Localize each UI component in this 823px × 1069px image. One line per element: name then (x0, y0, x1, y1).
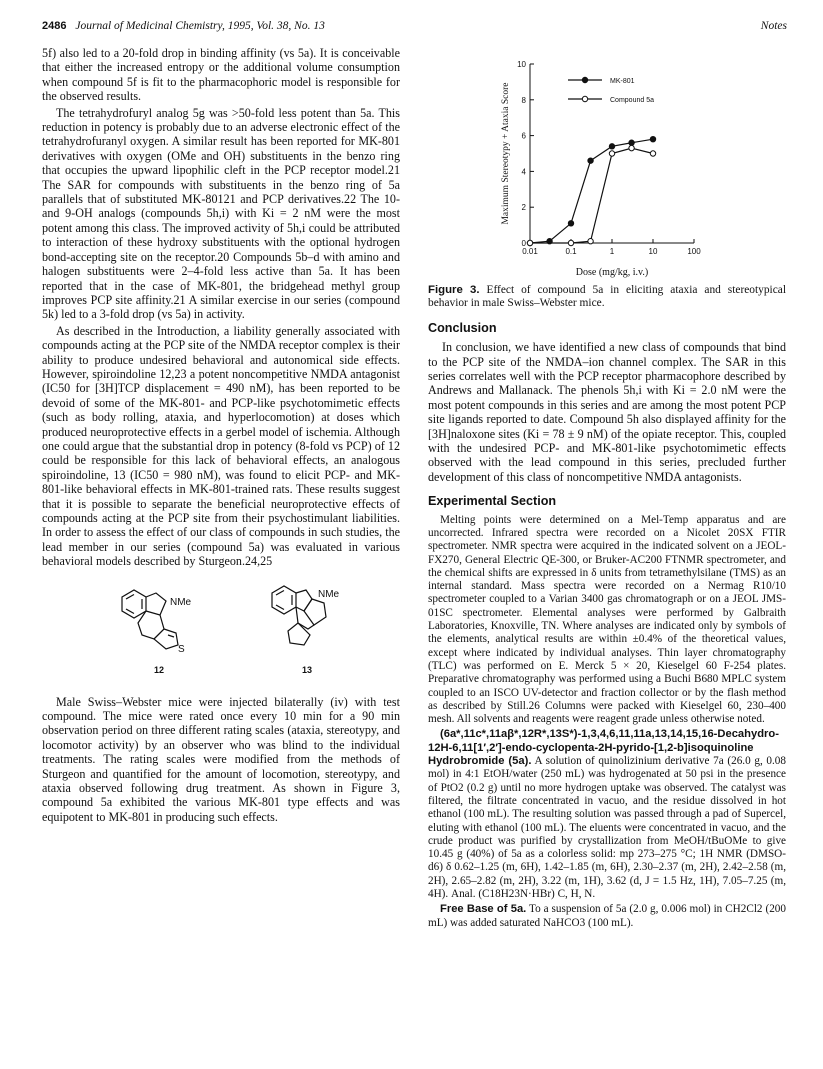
data-point (568, 221, 573, 226)
left-column (42, 46, 400, 824)
y-tick-label: 4 (521, 167, 526, 177)
data-point (609, 144, 614, 149)
paragraph-sar-continued: 5f) also led to a 20-fold drop in binding affinity (vs 5a). It is conceivable that either the increased entropy or the additional volume consumption when compound 5f is fit to the pharmacophoric model is responsible for the observed results. (42, 46, 400, 104)
running-header (42, 20, 787, 36)
figure-3-caption-text: Effect of compound 5a in eliciting ataxia and stereotypical behavior in male Swiss–Webster mice. (428, 284, 786, 310)
free-base-title: Free Base of 5a. (440, 903, 527, 916)
experimental-section (428, 514, 786, 930)
free-base-procedure: To a suspension of 5a (2.0 g, 0.006 mol) in CH2Cl2 (200 mL) was added saturated NaHCO3 (100 mL). (428, 903, 786, 929)
figure-3 (428, 52, 786, 280)
x-axis-label: Dose (mg/kg, i.v.) (575, 267, 649, 278)
paragraph-behavioral-liability: As described in the Introduction, a liability generally associated with compounds acting at the PCP site of the NMDA receptor complex is their ability to produce undesired behavioral and autonomical side effects. However, spiroindoline 12,23 a potent noncompetitive NMDA antagonist (IC50 for [3H]TCP displacement = 490 nM), has been reported to be devoid of some of the MK-801- and PCP-like psychotomimetic effects (such as body rolling, ataxia, and hyperlocomotion) at doses which produced neuroprotective effects in a gerbel model of ischemia. Although one could argue that the substantial drop in potency (8-fold vs PCP) of 12 could be responsible for this lack of behavioral effects, an analogous spiroindoline, 13 (IC50 = 980 nM), was found to elicit PCP- and MK-801-like behavioral effects in MK-801-trained rats. These results suggest that it is possible to separate the beneficial neuroprotective effects of compounds acting at the PCP site from their psychostimulant liabilities. In order to assess the effect of our class of compounds in such studies, the lead member in our series (compound 5a) was evaluated in various behavioral models described by Sturgeon.24,25 (42, 323, 400, 569)
conclusion-paragraph: In conclusion, we have identified a new class of compounds that bind to the PCP site of the NMDA–ion channel complex. The SAR in this series correlates well with the PCP receptor pharmacophore described by Andrews and Mallanack. The phenols 5h,i with Ki = 2.0 nM were the most potent compounds in this series and are among the most potent PCP site ligands reported to date. Compound 5h also displayed affinity for the [3H]naloxone sites (Ki = 78 ± 9 nM) of the opiate receptor. This, coupled with the undesired PCP- and MK-801-like psychotomimetic effects observed with the lead compound in this series, precluded further development of this class of noncompetitive NMDA antagonists. (428, 340, 786, 484)
data-point (527, 240, 532, 245)
structure-12-sulfur: S (178, 643, 185, 655)
paragraph-tetrahydrofuryl: The tetrahydrofuryl analog 5g was >50-fold less potent than 5a. This reduction in potency is probably due to an adverse electronic effect of the tetrahydrofuranyl oxygen. A similar result has been reported for MK-801 derivatives with oxygen (OMe and OH) substituents in the benzo ring that occupies the upward lipophilic cleft in the PCP receptor model.21 The SAR for compounds with substituents in the benzo ring of 5a parallels that of substituted MK-80121 and PCP derivatives.22 The 10- and 9-OH analogs (compounds 5h,i) with Ki = 2 nM were the most potent among this class. The improved activity of 5h,i could be attributed to interaction of these hydroxy substituents with the optional hydrogen bond-accepting site on the receptor.20 Compounds 5b–d with amino and halogen substituents were 2–4-fold less active than 5a. It has been reported that in the case of MK-801, the bridgehead methyl group improves PCP site affinity.21 A similar exercise in our series (compound 5k) led to a 3-fold drop (vs 5a) in activity. (42, 105, 400, 322)
y-tick-label: 8 (521, 95, 526, 105)
y-tick-label: 2 (521, 203, 526, 213)
structures-svg (42, 579, 400, 679)
structure-13-label: 13 (302, 664, 313, 675)
legend-label-1: Compound 5a (610, 97, 654, 104)
data-point (588, 158, 593, 163)
structure-12-nme: NMe (170, 596, 192, 608)
data-point (568, 240, 573, 245)
figure-3-caption (428, 284, 786, 311)
legend-marker-0 (582, 77, 587, 82)
figure-3-caption-label: Figure 3. (428, 284, 480, 296)
legend-marker-1 (582, 96, 587, 101)
data-point (609, 151, 614, 156)
experimental-methods-paragraph: Melting points were determined on a Mel-Temp apparatus and are uncorrected. Infrared spectra were recorded on a Nicolet 20SX FTIR spectrometer. NMR spectra were acquired in the indicated solvent on a JEOL-FX270, General Electric QE-300, or Bruker-AC200 FTNMR spectrometer, and the chemical shifts are expressed in δ units from tetramethylsilane (TMS) as an internal standard. Mass spectra were recorded on a Nermag R10/10 spectrometer coupled to a Varian 3400 gas chromatograph or on a JEOL JMS-01SC spectrometer. Elemental analyses were performed by Galbraith Laboratories, Knoxville, TN. Where analyses are indicated only by symbols of the elements, analytical results are within ±0.4% of the theoretical values, except where indicated by individual analyses. Thin layer chromatography (TLC) was performed on E. Merck 5 × 20, Kieselgel 60 F-254 plates. Preparative chromatography was performed using a Buchi B680 MPLC system coupled to an ISCO UV-detector and fraction collector or by the flash method as described by Still.26 Columns were packed with Kieselgel 60, 230–400 mesh. All solvents and reagents were reagent grade unless otherwise noted. (428, 513, 786, 726)
data-point (650, 136, 655, 141)
y-axis-label: Maximum Stereotypy + Ataxia Score (501, 82, 511, 225)
x-tick-label: 100 (687, 247, 701, 256)
x-tick-label: 0.01 (522, 247, 538, 256)
legend-label-0: MK-801 (610, 78, 635, 85)
y-tick-label: 0 (521, 239, 526, 248)
section-label: Notes (760, 20, 787, 32)
y-tick-label: 10 (517, 60, 526, 69)
data-point (650, 151, 655, 156)
paragraph-mice-study: Male Swiss–Webster mice were injected bilaterally (iv) with test compound. The mice were rated once every 10 min for a 90 min observation period on three different rating scales (ataxia, stereotypy, and locomotor activity) by an observer who was blind to the individual treatments. The rating scales were modified from the methods of Sturgeon and quantified for the amount of locomotion, stereotypy, and ataxia observed following drug treatment. As shown in Figure 3, compound 5a exhibited the various MK-801 type effects and was equipotent to MK-801 in producing such effects. (42, 694, 400, 824)
structure-12-label: 12 (154, 664, 165, 675)
right-column (428, 46, 786, 930)
compound-5a-procedure: A solution of quinolizinium derivative 7a (26.0 g, 0.08 mol) in 4:1 EtOH/water (250 mL) was hydrogenated at 50 psi in the presence of PtO2 (0.2 g) until no more hydrogen uptake was observed. The catalyst was filtered, the filtrate concentrated in vacuo, and the residue dissolved in hot ethanol (100 mL). The resulting solution was passed through a pad of Supercel, eluting with ethanol (100 mL). The eluents were concentrated in vacuo, and the crude product was purified by crystallization from MeOH/tBuOMe to give 10.45 g (40%) of 5a as a colorless solid: mp 273–275 °C; 1H NMR (DMSO-d6) δ 0.62–1.25 (m, 6H), 1.42–1.85 (m, 6H), 2.30–2.37 (m, 2H), 2.42–2.58 (m, 2H), 2.65–2.82 (m, 2H), 3.22 (m, 1H), 3.62 (d, J = 1.5 Hz, 1H), 7.05–7.25 (m, 4H). Anal. (C18H23N·HBr) C, H, N. (428, 755, 786, 900)
x-tick-label: 1 (609, 247, 615, 256)
data-point (629, 140, 634, 145)
data-point (629, 145, 634, 150)
x-tick-label: 10 (648, 247, 658, 256)
series-line-0 (530, 139, 653, 243)
structure-13-nme: NMe (318, 588, 340, 600)
chemical-structures (42, 579, 400, 679)
data-point (588, 239, 593, 244)
compound-5a-title: (6a*,11c*,11aβ*,12R*,13S*)-1,3,4,6,11,11a,13,14,15,16-Decahydro-12H-6,11[1′,2′]-endo-cyclopenta-2H-pyrido-[1,2-b]isoquinoline Hydrobromide (5a). (428, 728, 779, 768)
experimental-heading: Experimental Section (428, 494, 557, 509)
x-tick-label: 0.1 (565, 247, 577, 256)
journal-citation: Journal of Medicinal Chemistry, 1995, Vol. 38, No. 13 (75, 20, 325, 32)
y-tick-label: 6 (521, 131, 526, 141)
page-number: 2486 (42, 20, 67, 32)
figure-3-chart (428, 52, 786, 280)
conclusion-heading: Conclusion (428, 320, 497, 335)
